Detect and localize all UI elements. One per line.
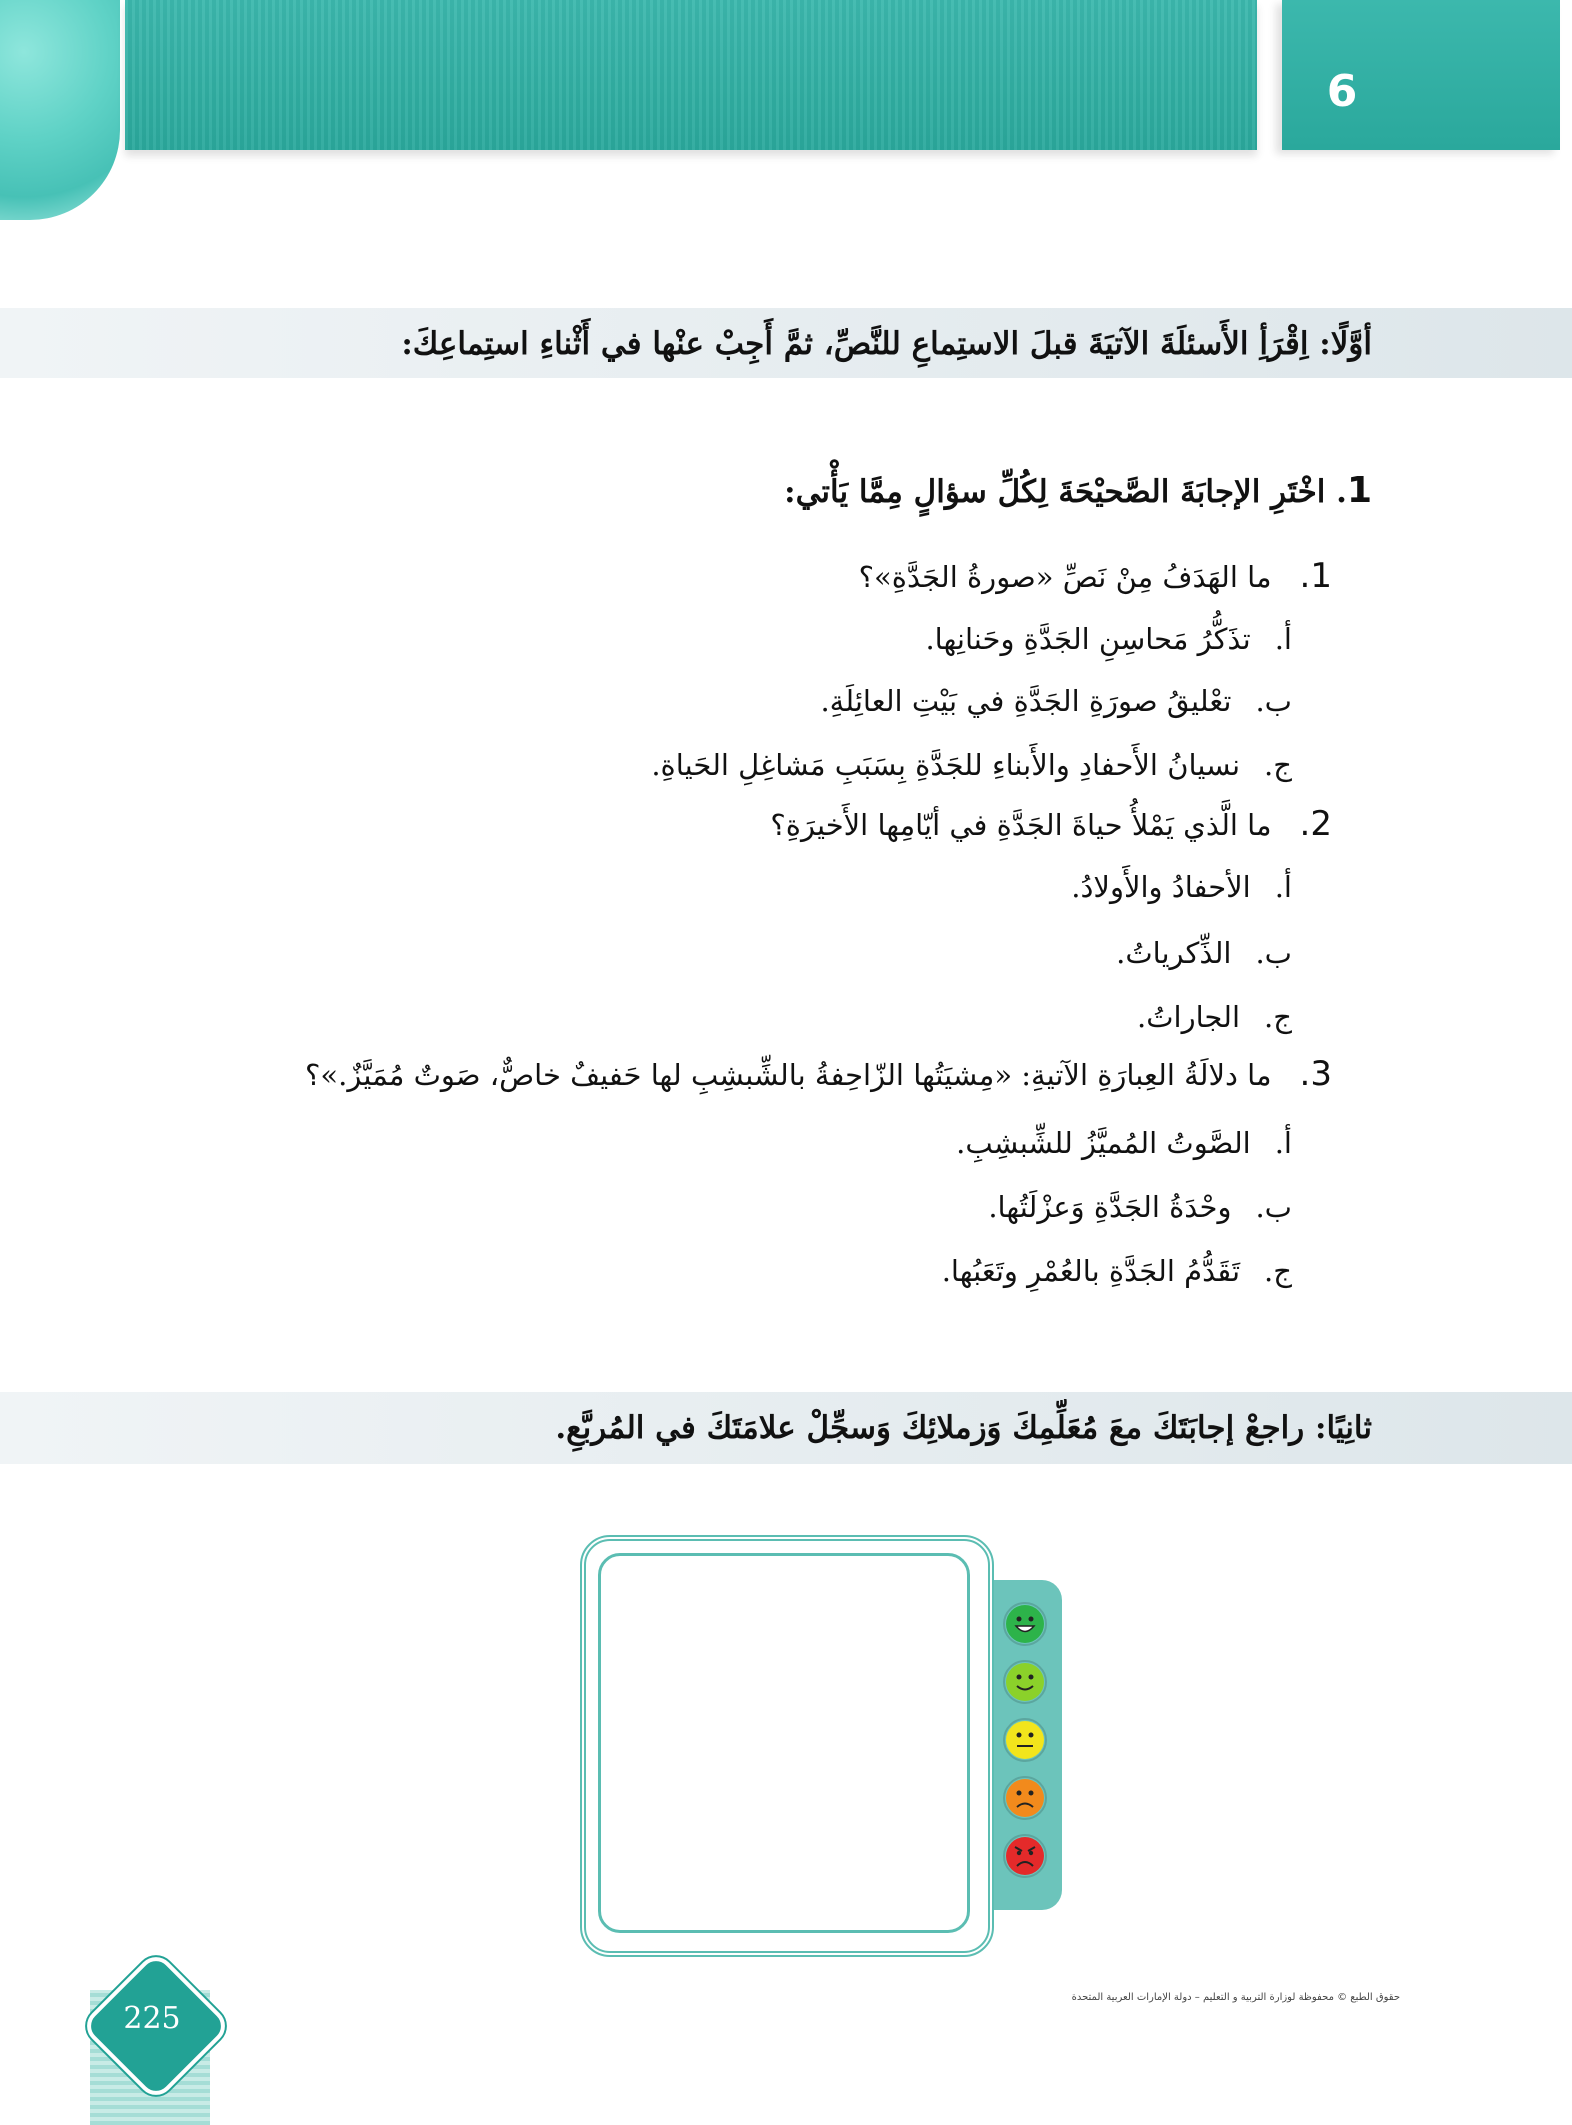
option-letter: ب. xyxy=(1255,684,1292,718)
question-2 xyxy=(770,804,1332,844)
neutral-face-icon[interactable] xyxy=(1003,1718,1047,1762)
face-circle xyxy=(1006,1605,1044,1643)
section-heading-first: أوَّلًا: اِقْرَأِ الأَسئلَةَ الآتيَةَ قبلَ الاستِماعِ للنَّصِّ، ثمَّ أَجِبْ عنْها في أَثْناءِ استِماعِكَ: xyxy=(401,326,1372,362)
face-circle xyxy=(1006,1837,1044,1875)
header-band xyxy=(125,0,1257,150)
question-3-option-a[interactable] xyxy=(956,1126,1292,1160)
question-3-option-b[interactable] xyxy=(988,1190,1292,1224)
face-eye xyxy=(1017,1675,1022,1680)
decorative-corner-circle xyxy=(0,0,120,220)
happy-face-icon[interactable] xyxy=(1003,1660,1047,1704)
face-eye xyxy=(1029,1791,1034,1796)
option-text: الصَّوتُ المُميَّزُ للشِّبشِبِ. xyxy=(956,1126,1251,1160)
page-number: 225 xyxy=(123,2001,181,2036)
option-letter: ج. xyxy=(1264,1254,1292,1288)
copyright-notice: حقوق الطبع © محفوظة لوزارة التربية و التعليم – دولة الإمارات العربية المتحدة xyxy=(1071,1992,1400,2003)
question-1-option-a[interactable] xyxy=(925,622,1292,656)
question-text: ما دلالَةُ العِبارَةِ الآتيةِ: «مِشيَتُها الزّاحِفةُ بالشِّبشِبِ لها حَفيفٌ خاصٌّ، صَوتٌ مُمَيَّزٌ.»؟ xyxy=(304,1058,1272,1092)
option-letter: أ. xyxy=(1274,870,1292,904)
face-eye xyxy=(1017,1617,1022,1622)
unit-number: 6 xyxy=(1326,66,1358,117)
option-letter: ب. xyxy=(1255,936,1292,970)
question-3-option-c[interactable] xyxy=(942,1254,1292,1288)
question-number: 2. xyxy=(1299,804,1332,844)
option-letter: أ. xyxy=(1274,1126,1292,1160)
face-eye xyxy=(1029,1733,1034,1738)
face-eye xyxy=(1017,1791,1022,1796)
option-letter: أ. xyxy=(1274,622,1292,656)
exercise-instruction-text: . اخْتَرِ الإجابَةَ الصَّحيْحَةَ لِكُلِّ سؤالٍ مِمَّا يَأْتي: xyxy=(784,474,1347,510)
face-eye xyxy=(1017,1851,1021,1855)
question-1-option-c[interactable] xyxy=(651,748,1292,782)
very-happy-face-icon[interactable] xyxy=(1003,1602,1047,1646)
option-text: الأحفادُ والأَولادُ. xyxy=(1071,870,1251,904)
exercise-instruction xyxy=(784,470,1372,511)
question-3 xyxy=(305,1054,1332,1094)
question-number: 1. xyxy=(1299,556,1332,596)
question-text: ما الَّذي يَمْلأُ حياةَ الجَدَّةِ في أيّامِها الأَخيرَةِ؟ xyxy=(770,808,1272,842)
score-box[interactable] xyxy=(598,1553,970,1933)
option-text: الجاراتُ. xyxy=(1137,1000,1241,1034)
face-circle xyxy=(1006,1721,1044,1759)
question-2-option-a[interactable] xyxy=(1071,870,1292,904)
option-text: تَقَدُّمُ الجَدَّةِ بالعُمْرِ وتَعَبُها. xyxy=(941,1254,1241,1288)
option-text: الذِّكرياتُ. xyxy=(1116,936,1232,970)
option-text: نسيانُ الأَحفادِ والأَبناءِ للجَدَّةِ بِسَبَبِ مَشاغِلِ الحَياةِ. xyxy=(651,748,1241,782)
option-text: وحْدَةُ الجَدَّةِ وَعزْلَتُها. xyxy=(988,1190,1232,1224)
exercise-number: 1 xyxy=(1346,470,1372,511)
face-circle xyxy=(1006,1779,1044,1817)
option-text: تعْليقُ صورَةِ الجَدَّةِ في بَيْتِ العائِلَةِ. xyxy=(820,684,1232,718)
question-number: 3. xyxy=(1299,1054,1332,1094)
section-heading-second: ثانِيًا: راجعْ إجابَتَكَ معَ مُعَلِّمِكَ وَزملائِكَ وَسجِّلْ علامَتَكَ في المُربَّعِ. xyxy=(555,1410,1372,1446)
face-eye xyxy=(1029,1617,1034,1622)
face-circle xyxy=(1006,1663,1044,1701)
question-1-option-b[interactable] xyxy=(820,684,1292,718)
face-eye xyxy=(1029,1851,1033,1855)
option-text: تذَكُّرُ مَحاسِنِ الجَدَّةِ وحَنانِها. xyxy=(925,622,1251,656)
option-letter: ج. xyxy=(1264,748,1292,782)
face-eye xyxy=(1029,1675,1034,1680)
face-eye xyxy=(1017,1733,1022,1738)
question-2-option-c[interactable] xyxy=(1137,1000,1292,1034)
option-letter: ج. xyxy=(1264,1000,1292,1034)
sad-face-icon[interactable] xyxy=(1003,1776,1047,1820)
question-2-option-b[interactable] xyxy=(1116,936,1292,970)
angry-face-icon[interactable] xyxy=(1003,1834,1047,1878)
question-1 xyxy=(859,556,1332,596)
question-text: ما الهَدَفُ مِنْ نَصِّ «صورةُ الجَدَّةِ»؟ xyxy=(858,560,1272,594)
option-letter: ب. xyxy=(1255,1190,1292,1224)
